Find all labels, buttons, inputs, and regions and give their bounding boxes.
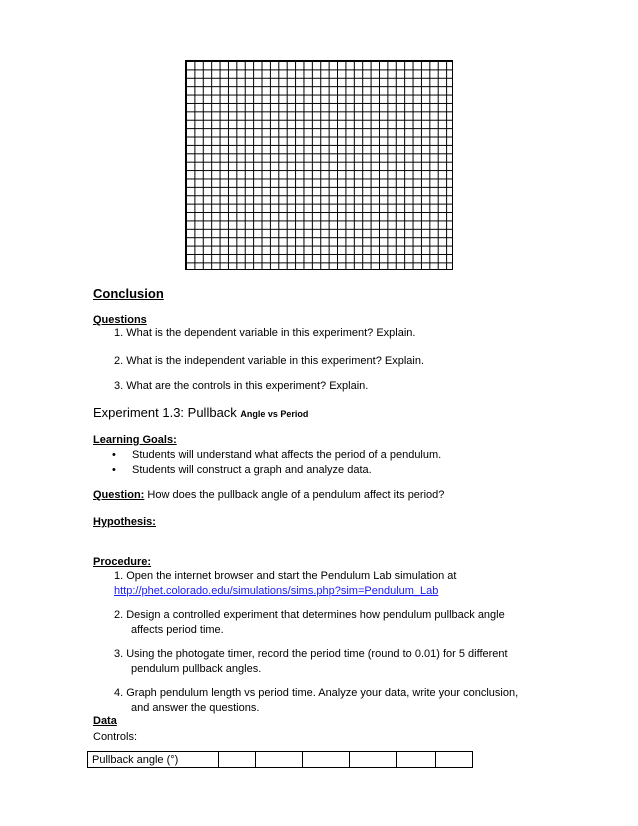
question-3: 3. What are the controls in this experiment? Explain. <box>114 380 369 392</box>
experiment-title-small: Angle vs Period <box>240 409 309 419</box>
table-row <box>88 752 473 768</box>
procedure-step-3-cont: pendulum pullback angles. <box>131 663 262 675</box>
conclusion-heading: Conclusion <box>93 286 164 301</box>
table-header-cell: Pullback angle (°) <box>88 752 219 768</box>
table-cell[interactable] <box>219 752 256 768</box>
questions-label: Questions <box>93 314 147 326</box>
procedure-step-2-cont: affects period time. <box>131 624 224 636</box>
question-2: 2. What is the independent variable in this experiment? Explain. <box>114 355 425 367</box>
procedure-step-2: 2. Design a controlled experiment that determines how pendulum pullback angle <box>114 609 505 621</box>
table-cell[interactable] <box>436 752 473 768</box>
bullet-icon: • <box>112 449 116 461</box>
procedure-step-1: 1. Open the internet browser and start the Pendulum Lab simulation at <box>114 570 457 582</box>
bullet-icon: • <box>112 464 116 476</box>
graph-grid <box>185 60 453 270</box>
table-cell[interactable] <box>256 752 303 768</box>
procedure-label: Procedure: <box>93 556 152 568</box>
table-cell[interactable] <box>397 752 436 768</box>
data-label: Data <box>93 715 117 727</box>
goal-text-1: Students will understand what affects the period of a pendulum. <box>132 449 442 461</box>
question-text: How does the pullback angle of a pendulum affect its period? <box>144 489 445 501</box>
goal-item-2 <box>112 464 372 476</box>
controls-label: Controls: <box>93 731 138 743</box>
procedure-step-3: 3. Using the photogate timer, record the period time (round to 0.01) for 5 different <box>114 648 508 660</box>
question-label: Question: <box>93 489 145 501</box>
simulation-link[interactable]: http://phet.colorado.edu/simulations/sims.php?sim=Pendulum_Lab <box>114 585 439 597</box>
question-1: 1. What is the dependent variable in this experiment? Explain. <box>114 327 416 339</box>
table-cell[interactable] <box>350 752 397 768</box>
table-cell[interactable] <box>303 752 350 768</box>
learning-goals-label: Learning Goals: <box>93 434 177 446</box>
procedure-step-4-cont: and answer the questions. <box>131 702 260 714</box>
goal-text-2: Students will construct a graph and analyze data. <box>132 464 372 476</box>
hypothesis-label: Hypothesis: <box>93 516 156 528</box>
question-line <box>93 489 444 501</box>
goal-item-1 <box>112 449 441 461</box>
data-table <box>87 751 473 768</box>
experiment-title <box>93 405 308 420</box>
experiment-title-main: Experiment 1.3: Pullback <box>93 405 241 420</box>
procedure-step-4: 4. Graph pendulum length vs period time. Analyze your data, write your conclusion, <box>114 687 519 699</box>
